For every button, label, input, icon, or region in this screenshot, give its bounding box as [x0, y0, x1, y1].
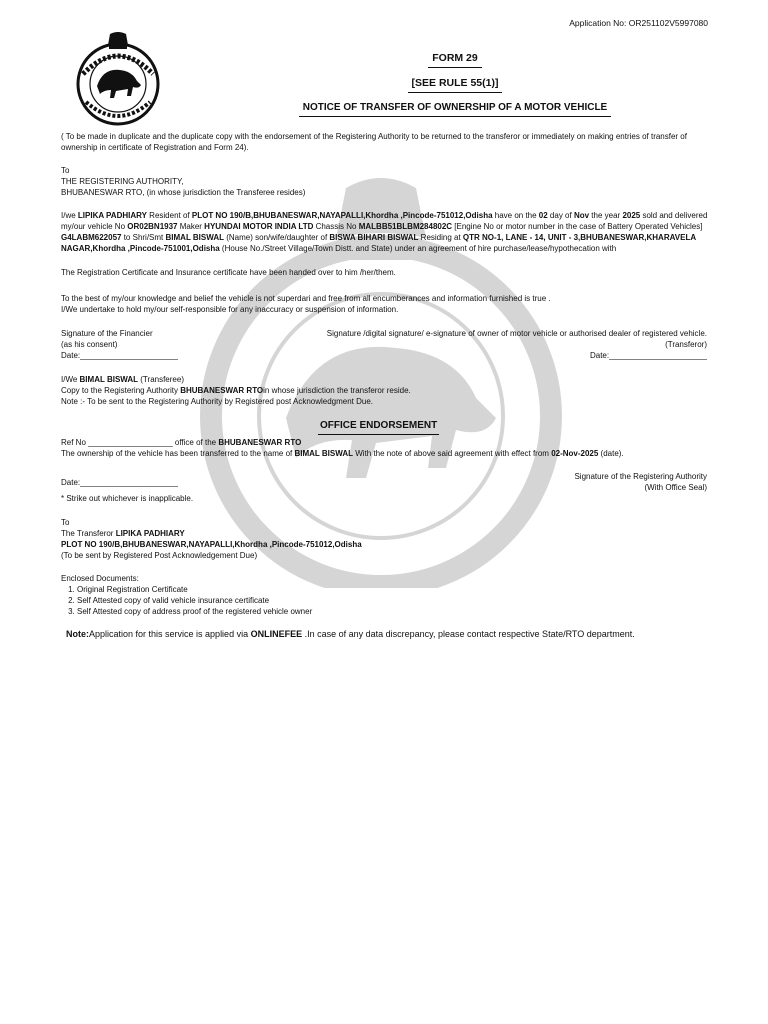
form-title: NOTICE OF TRANSFER OF OWNERSHIP OF A MOTOR VEHICLE [299, 102, 611, 117]
belief-statement [61, 293, 711, 315]
effective-date: 02-Nov-2025 [551, 449, 599, 458]
office-rto: BHUBANESWAR RTO [218, 438, 302, 447]
text-run: (Name) son/wife/daughter of [224, 233, 330, 242]
intro-note: ( To be made in duplicate and the duplicate copy with the endorsement of the Registering Authority to be returned to the transferor or immediately on making entries of transfer of ownership in certificate of Registration and Form 24). [61, 132, 687, 152]
transferee-address: QTR NO-1, LANE - 14, UNIT - 3,BHUBANESWAR,KHARAVELA NAGAR,Khordha ,Pincode-751001,Odisha [61, 233, 696, 253]
text-run: in whose jurisdiction the transferor reside. [263, 386, 411, 395]
copy-rto: BHUBANESWAR RTO [180, 386, 264, 395]
application-number: Application No: OR251102V5997080 [569, 18, 708, 28]
text-run: Copy to the Registering Authority [61, 386, 181, 395]
office-seal-label: (With Office Seal) [644, 483, 707, 492]
office-endorsement-title: OFFICE ENDORSEMENT [318, 420, 439, 435]
enclosed-title: Enclosed Documents: [61, 574, 139, 583]
transferor-name: LIPIKA PADHIARY [77, 211, 147, 220]
list-item: 2. Self Attested copy of valid vehicle insurance certificate [77, 595, 711, 606]
authority-signature-label: Signature of the Registering Authority [574, 472, 707, 481]
text-run: Application for this service is applied via [89, 629, 251, 639]
post-note: Note :- To be sent to the Registering Authority by Registered post Acknowledgment Due. [61, 397, 374, 406]
strike-note: * Strike out whichever is inapplicable. [61, 494, 194, 503]
text-run: Resident of [146, 211, 192, 220]
text-run: Maker [177, 222, 205, 231]
text-run: to Shri/Smt [121, 233, 166, 242]
transferor-address: PLOT NO 190/B,BHUBANESWAR,NAYAPALLI,Khordha ,Pincode-751012,Odisha [61, 540, 362, 549]
form-heading [282, 52, 628, 120]
text-run: .In case of any data discrepancy, please contact respective State/RTO department. [302, 629, 635, 639]
addressee-block [61, 165, 711, 198]
text-run: (Transferee) [138, 375, 184, 384]
enclosed-documents [61, 573, 711, 617]
form-number: FORM 29 [428, 52, 482, 68]
text-run: Chassis No [313, 222, 359, 231]
rto-line: BHUBANESWAR RTO, (in whose jurisdiction the Transferee resides) [61, 188, 306, 197]
transfer-day: 02 [538, 211, 548, 220]
rule-reference: [SEE RULE 55(1)] [408, 77, 503, 93]
vehicle-number: OR02BN1937 [127, 222, 178, 231]
text-run: (House No./Street Village/Town Distt. and State) under an agreement of hire purchase/lease/hypothecation with [219, 244, 617, 253]
financier-signature-label: Signature of the Financier [61, 329, 153, 338]
text-run: Residing at [418, 233, 463, 242]
endorsement-date: Date:______________________ [61, 478, 179, 487]
text-run: The Transferor [61, 529, 116, 538]
belief-line: To the best of my/our knowledge and belief the vehicle is not superdari and free from all encumberances and information furnished is true . [61, 294, 551, 303]
new-owner-name: BIMAL BISWAL [294, 449, 353, 458]
transferor-date: Date:______________________ [589, 351, 707, 360]
transferee-block [61, 374, 711, 407]
text-run: sold and delivered my/our vehicle No [61, 211, 708, 231]
text-run: [Engine No or motor number in the case of Battery Operated Vehicles] [452, 222, 703, 231]
office-endorsement-body [61, 437, 711, 459]
copy-line [61, 385, 711, 396]
list-item: 1. Original Registration Certificate [77, 584, 711, 595]
vehicle-maker: HYUNDAI MOTOR INDIA LTD [204, 222, 314, 231]
note-label: Note: [66, 629, 89, 639]
undertaking-line: I/We undertake to hold my/our self-responsible for any inaccuracy or suspension of information. [61, 305, 399, 314]
text-run: I/We [61, 375, 80, 384]
text-run: (date). [598, 449, 624, 458]
transferor-label: (Transferor) [665, 340, 707, 349]
engine-number: G4LABM622057 [61, 233, 122, 242]
to-label: To [61, 166, 70, 175]
text-run: have on the [492, 211, 539, 220]
registering-authority: THE REGISTERING AUTHORITY, [61, 177, 184, 186]
transferor-address: PLOT NO 190/B,BHUBANESWAR,NAYAPALLI,Khordha ,Pincode-751012,Odisha [191, 211, 493, 220]
odisha-state-emblem-icon [70, 30, 166, 126]
transferee-name: BIMAL BISWAL [79, 375, 139, 384]
text-run: The ownership of the vehicle has been transferred to the name of [61, 449, 295, 458]
service-name: ONLINEFEE [250, 629, 303, 639]
financier-date: Date:______________________ [61, 351, 179, 360]
transferor-address-block [61, 517, 711, 561]
ref-line [61, 437, 711, 448]
transfer-month: Nov [573, 211, 590, 220]
ownership-line [61, 448, 711, 459]
list-item: 3. Self Attested copy of address proof of the registered vehicle owner [77, 606, 711, 617]
text-run: the year [589, 211, 623, 220]
consent-label: (as his consent) [61, 340, 118, 349]
text-run: Ref No ___________________ office of the [61, 438, 219, 447]
certificate-handover-note: The Registration Certificate and Insurance certificate have been handed over to him /her/them. [61, 268, 396, 277]
enclosed-list [61, 584, 711, 617]
transferor-address-line [61, 539, 711, 550]
owner-signature-label: Signature /digital signature/ e-signature of owner of motor vehicle or authorised dealer of registered vehicle. [326, 329, 707, 338]
transferee-name: BIMAL BISWAL [165, 233, 225, 242]
office-endorsement-heading [318, 420, 439, 435]
relation-name: BISWA BIHARI BISWAL [329, 233, 419, 242]
text-run: With the note of above said agreement with effect from [353, 449, 552, 458]
transfer-declaration [61, 210, 711, 254]
transferee-line [61, 374, 711, 385]
transferor-line [61, 528, 711, 539]
chassis-number: MALBB51BLBM284802C [358, 222, 453, 231]
to-label: To [61, 518, 70, 527]
text-run: day of [547, 211, 574, 220]
footer-note [66, 628, 746, 640]
transferor-name: LIPIKA PADHIARY [115, 529, 185, 538]
transfer-year: 2025 [622, 211, 641, 220]
text-run: I/we [61, 211, 78, 220]
registered-post-note: (To be sent by Registered Post Acknowledgement Due) [61, 551, 258, 560]
